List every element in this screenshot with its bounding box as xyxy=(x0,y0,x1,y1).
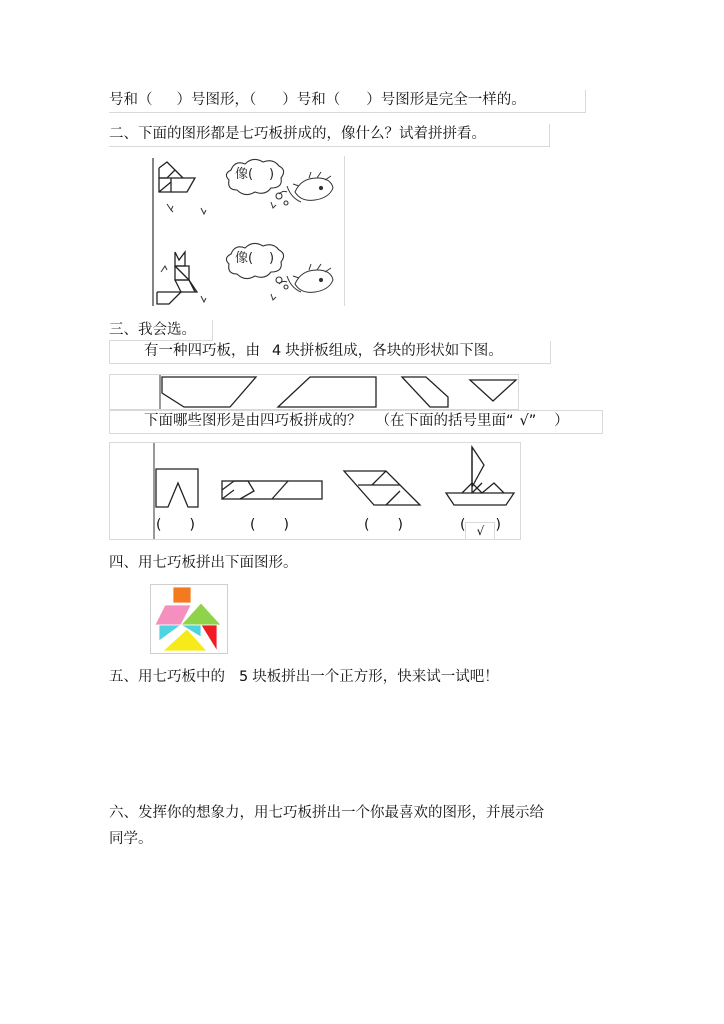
q2-figures-svg xyxy=(109,156,344,306)
q3-piece-triangle xyxy=(470,380,516,401)
q3-answer-2-close: ) xyxy=(283,517,289,533)
q3-answer-2-open: ( xyxy=(250,517,256,533)
q4-house-figure-frame xyxy=(150,584,228,654)
q3-option-4-figure xyxy=(446,447,514,505)
q3-option-3-figure xyxy=(344,471,420,505)
q4-heading-text: 四、用七巧板拼出下面图形。 xyxy=(109,555,298,571)
q1-text-part3: ）号和（ xyxy=(282,92,341,108)
q3-answer-4-open: ( xyxy=(460,517,466,533)
q5-heading-number: 5 xyxy=(239,669,249,685)
q1-text-part1: 号和（ xyxy=(109,92,153,108)
q3-answer-4-close: ) xyxy=(495,517,501,533)
q3-piece-parallelogram xyxy=(278,377,376,407)
q3-question-part-c: ” xyxy=(528,413,537,429)
q2-bubble-1-label: 像( xyxy=(235,167,254,182)
q3-question-check: √ xyxy=(519,413,529,429)
q1-tail-line xyxy=(109,90,586,113)
q1-text-part2: ）号图形，（ xyxy=(176,92,257,108)
q3-answer-1-open: ( xyxy=(156,517,162,533)
q2-bubble-2-close: ) xyxy=(269,251,275,266)
q3-options-panel xyxy=(109,442,521,540)
q3-answer-3-close: ) xyxy=(397,517,403,533)
q2-heading xyxy=(109,124,550,147)
q5-heading xyxy=(109,667,499,687)
q2-heading-text: 二、下面的图形都是七巧板拼成的，像什么？试着拼拼看。 xyxy=(109,126,486,142)
q1-text-part4: ）号图形是完全一样的。 xyxy=(366,92,526,108)
q3-answer-2[interactable] xyxy=(250,517,294,537)
q2-bubble-1-close: ) xyxy=(269,167,275,182)
q3-question-part-b: （在下面的括号里面“ xyxy=(375,413,514,429)
q3-heading xyxy=(109,320,213,341)
q3-piece-pentagon xyxy=(402,377,448,407)
q3-piece-trapezoid xyxy=(162,377,256,407)
q4-house-svg xyxy=(151,585,227,653)
q3-question-part-a: 下面哪些图形是由四巧板拼成的？ xyxy=(144,413,362,429)
q3-answer-3-open: ( xyxy=(364,517,370,533)
q3-answer-4[interactable] xyxy=(460,517,504,537)
q6-heading-line-1: 六、发挥你的想象力，用七巧板拼出一个你最喜欢的图形，并展示给 xyxy=(109,805,544,821)
q3-question xyxy=(109,410,603,434)
q2-feet-bottom xyxy=(161,266,206,302)
q3-intro xyxy=(109,341,551,364)
q3-answer-1-close: ) xyxy=(189,517,195,533)
q5-heading-part-a: 五、用七巧板中的 xyxy=(109,669,225,685)
q3-answer-3[interactable] xyxy=(364,517,408,537)
q3-heading-text: 三、我会选。 xyxy=(109,322,196,338)
q2-bubble-2-label: 像( xyxy=(235,251,254,266)
q4-orange-square xyxy=(173,587,191,603)
q3-intro-part-b: 块拼板组成，各块的形状如下图。 xyxy=(285,343,503,359)
q6-heading-line-2: 同学。 xyxy=(109,831,153,847)
q6-heading xyxy=(109,800,544,852)
q4-heading xyxy=(109,553,298,573)
q3-option-2-figure xyxy=(222,481,322,499)
q2-tangram-cat xyxy=(157,252,197,304)
q3-answer-4-mark: √ xyxy=(465,522,495,540)
q2-figure-panel xyxy=(109,156,345,306)
q3-option-1-figure xyxy=(156,469,198,507)
q2-feet-top xyxy=(167,204,206,214)
q3-question-part-d: ） xyxy=(554,413,569,429)
q2-creature-1 xyxy=(279,172,333,202)
q3-intro-part-a: 有一种四巧板，由 xyxy=(144,343,260,359)
q3-intro-number: 4 xyxy=(272,343,282,359)
q2-tangram-swan xyxy=(159,162,195,192)
q5-heading-part-b: 块板拼出一个正方形，快来试一试吧！ xyxy=(252,669,499,685)
q3-answer-1[interactable] xyxy=(156,517,200,537)
q3-pieces-panel xyxy=(109,374,519,410)
q3-pieces-svg xyxy=(110,375,518,409)
